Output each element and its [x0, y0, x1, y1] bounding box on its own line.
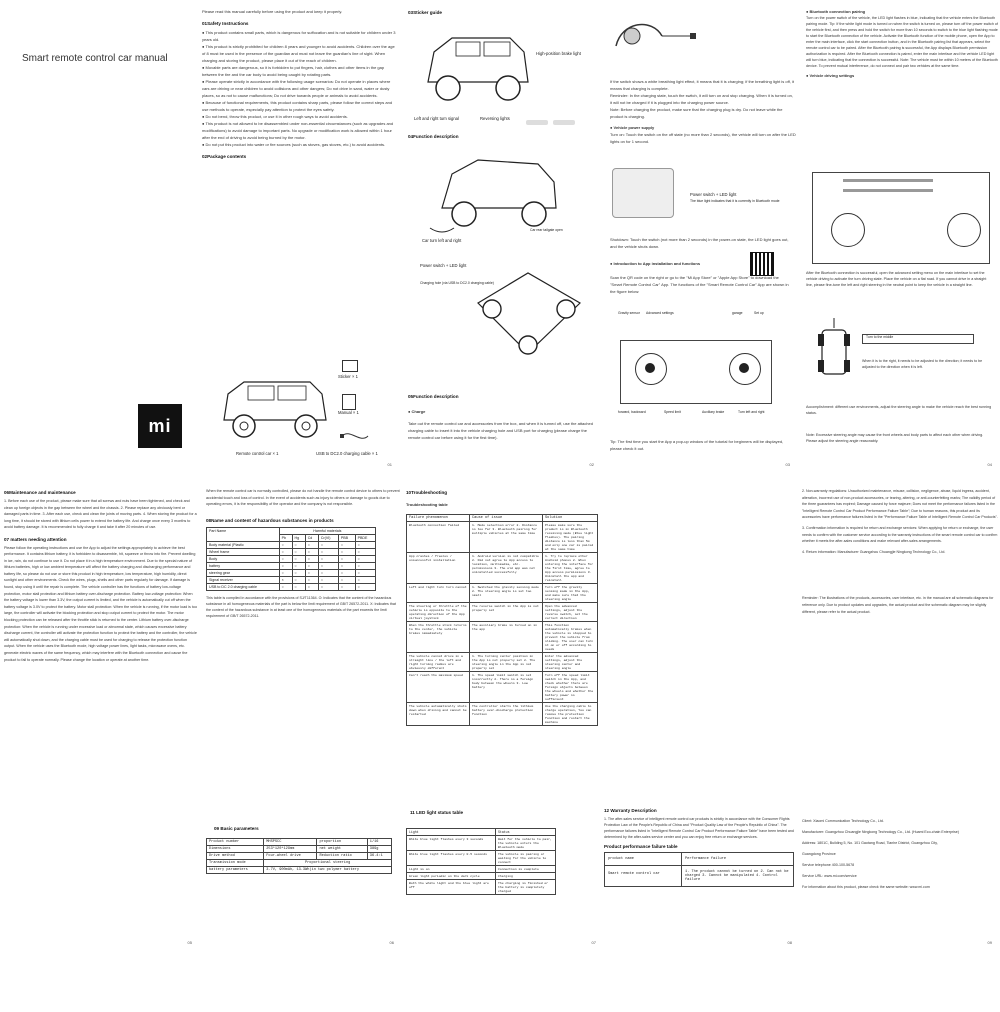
cell: Turn off the gravity sensing mode in the App, and make sure that the steering angle [543, 584, 598, 603]
table-header: Hg [292, 534, 305, 541]
reversing-light-label: Reversing lights [480, 116, 510, 121]
safety-item: ● This product is strictly prohibited for children 8 years and younger to avoid accidents. Children over the age of 8 must be used in the presence of the guardian and must not leave the guardian's line of sight. When charging and storing the product, please place it out of the reach of children. [202, 43, 398, 64]
table-row [207, 846, 392, 853]
table-row [207, 569, 376, 576]
table-row [207, 867, 392, 874]
cell: The vehicle automatically shuts down when driving and cannot be restarted [407, 703, 470, 726]
cell: ○ [305, 583, 318, 590]
safety-item: ● Movable parts are dangerous, so it is forbidden to put fingers, hair, clothes and other items in the gap between the tire and the car body to avoid being caught by rotating parts. [202, 64, 398, 78]
table-row [407, 866, 556, 873]
table-row [407, 653, 598, 672]
cell: ○ [355, 541, 375, 548]
cell: 389g [367, 846, 391, 853]
table-row [207, 860, 392, 867]
cell: 1. The product cannot be turned on 2. Can not be charged 3. Cannot be manipulated 4. Control failure [682, 866, 794, 887]
safety-item: ● Because of functional requirements, this product contains sharp parts, please follow the correct steps and use methods to operate, especially pay attention to protect the eyes safety. [202, 99, 398, 113]
table-row [407, 553, 598, 584]
cell: ○ [338, 548, 355, 555]
charge-heading: ● Charge [408, 409, 426, 414]
table-row [605, 866, 794, 887]
cell: ○ [318, 576, 338, 583]
cell: ○ [279, 569, 292, 576]
page-number: 06 [389, 940, 394, 945]
cell: This function automatically brakes when the vehicle is stopped to prevent the vehicle from sliding. The user can turn it on or off according to needs [543, 622, 598, 653]
right-joystick-icon [947, 213, 981, 247]
confirmation-text: 3. Confirmation information is required for return and exchange services: When applying for return or exchange, the user needs to confirm with the customer service according to the warranty instructions of the smart remote control car to confirm whether it meets the after-sales conditions and make relevant after-sales arrangements. [802, 525, 998, 544]
non-warranty-text: 2. Non-warranty regulations: Unauthorized maintenance, misuse, collision, negligence, abuse, liquid ingress, accident, alteration, incorrect use of non-product accessories, or tearing, altering, or anti-counterfeiting marks; The validity period of the three guarantees has expired; Damage caused by force majeure; Does not meet the performance failures listed in the "Intelligent Remote Control Car Product Performance Failure Table"; Due to human reasons, this product and its accessories have performance failures listed in the "Performance Failure Table of Intelligent Remote Control Car Products". [802, 489, 998, 520]
cell: ○ [355, 555, 375, 562]
cell: Signal receiver [207, 576, 280, 583]
table-row [407, 873, 556, 880]
table-header-row [605, 853, 794, 866]
cell: 36.4:1 [367, 853, 391, 860]
cell: Connection is complete [496, 866, 556, 873]
accomplish-text: Accomplishment: different use environments, adjust the steering angle to make the vehicle reach the best running status. [806, 405, 992, 415]
cell: ○ [305, 541, 318, 548]
table-row [407, 622, 598, 653]
pkg-car-label: Remote control car × 1 [236, 451, 279, 456]
power-switch-label: Power switch + LED light [420, 263, 467, 268]
charging-illustration [612, 16, 702, 56]
table-header: Light [407, 829, 496, 836]
table-row [407, 703, 598, 726]
speed-limit-label: Speed limit [664, 410, 681, 414]
return-info-text: 4. Return information: Manufacturer Guangzhou Chuangjie Ningkong Technology Co., Ltd. [802, 549, 946, 554]
cell: 1/16 [367, 839, 391, 846]
cell: ○ [355, 562, 375, 569]
cell: ○ [338, 555, 355, 562]
gravity-label: Gravity sensor [618, 311, 640, 315]
cell: When the throttle stick returns to the center, the vehicle brakes immediately [407, 622, 470, 653]
page-08 [604, 488, 798, 948]
cell: Transmission mode [207, 860, 264, 867]
table-row [407, 584, 598, 603]
page-06 [206, 488, 400, 948]
blue-light-label: The blue light indicates that it is currently in Bluetooth mode [690, 199, 780, 203]
cell: ○ [292, 548, 305, 555]
reminder-text: Reminder: The illustrations of the products, accessories, user interface, etc. in the manual are all schematic diagrams for reference only. Due to product updates and upgrades, the actual product and the schematic diagram may be slightly different, please refer to the actual product. [802, 596, 994, 614]
aux-brake-label: Auxiliary brake [702, 410, 725, 414]
cell: Wait for the vehicle to pair, the vehicle enters the Bluetooth mode [496, 836, 556, 851]
warranty-heading: 12 Warranty Description [604, 808, 657, 813]
cell: steering gear [207, 569, 280, 576]
cell: Reduction ratio [317, 853, 367, 860]
cell: Please make sure the product is in Bluetooth receiving mode (Blue light flashes). The pairing distance is less than 5m and only one car is paired at the same time [543, 522, 598, 553]
table-header: Solution [543, 515, 598, 522]
maintenance-heading: 06Maintenance and maintenance [4, 490, 76, 495]
table-row [407, 836, 556, 851]
province-text: Guangdong Province [802, 852, 836, 856]
charging-hole-label: Charging hole (via USB to DC2.0 charging cable) [420, 281, 494, 285]
page-number: 09 [987, 940, 992, 945]
app-heading: ● Introduction to App installation and functions [610, 261, 701, 266]
cell: The vehicle is pairing or waiting for the vehicle to connect [496, 851, 556, 866]
mi-logo [138, 404, 182, 448]
cell: ○ [318, 562, 338, 569]
cell: ○ [338, 569, 355, 576]
vehicle-power-heading: ● Vehicle power supply [610, 125, 655, 130]
door-label: Car rear tailgate open [530, 228, 563, 232]
package-heading: 02Package contents [202, 154, 247, 159]
cell: × [279, 576, 292, 583]
warranty-text: 1. The after-sales service of intelligent remote control car products is strictly in accordance with the Consumer Rights Protection Law of the People's Republic of China and "Product Quality Law of the People's Republic of China". The performance failures listed in "Intelligent Remote Control Car Product Performance Failure Table" have been tested and determined by the after-sales service center and you can enjoy free return or exchange services. [604, 817, 794, 839]
cell: MHSPSCC [264, 839, 317, 846]
table-header: Status [496, 829, 556, 836]
cell: ○ [305, 576, 318, 583]
table-row [207, 562, 376, 569]
page-number: 01 [387, 462, 392, 467]
app-heading-text: Introduction to App installation and functions [613, 261, 701, 266]
bluetooth-heading: ● Bluetooth connection pairing [806, 9, 866, 14]
cell: 1. Try to replace other Android phones 2. When entering the interface for the first time, agree to App access permissions 3. Uninstall the app and reinstall [543, 553, 598, 584]
page-05 [4, 488, 198, 948]
cell: ○ [292, 555, 305, 562]
trim-text: When it is to the right, it needs to be adjusted to the direction; it needs to be adjusted to the direction when it is left. [862, 359, 983, 369]
table-row [407, 672, 598, 703]
app-text: Scan the QR code on the right or go to the "Mi App Store" or "Apple App Store" to download the "Smart Remote Control Car" App. The functions of the "Smart Remote Control Car" App are shown in the figure below: [610, 275, 789, 294]
driving-heading: ● Vehicle driving settings [806, 73, 855, 78]
cell: ○ [292, 569, 305, 576]
cell: Drive method [207, 853, 264, 860]
cell: ○ [279, 555, 292, 562]
page-07 [406, 488, 602, 948]
cell: Product number [207, 839, 264, 846]
phone-text: Service telephone 400-100-5678 [802, 863, 855, 867]
table-row [207, 541, 376, 548]
basic-params-table [206, 838, 392, 874]
attention-heading: 07 matters needing attention [4, 536, 67, 542]
cell: Body [207, 555, 280, 562]
troubleshooting-table [406, 514, 598, 726]
left-joystick-icon [831, 213, 865, 247]
cell: Four-wheel drive [264, 853, 317, 860]
driving-settings-diagram [812, 172, 990, 264]
cell: 1. Switched the gravity sensing mode 2. The steering angle is set too small [470, 584, 543, 603]
operator-text: When the remote control car is normally controlled, please do not handle the remote control device to others to prevent accidental touch and loss of control. In the event of accidents such as injury to others or damage to goods due to operating errors, it is the responsibility of the operator and the company is not responsible. [206, 489, 400, 506]
page-number: 02 [589, 462, 594, 467]
cell: 253*120*129mm [264, 846, 317, 853]
cell: ○ [338, 541, 355, 548]
garage-label: garage [732, 311, 743, 315]
cell: battery [207, 562, 280, 569]
mi-logo-text: mi [148, 416, 172, 436]
service-url-text: Service URL: www.mi.com/service [802, 874, 857, 878]
cell: ○ [355, 569, 375, 576]
cell: Body material (Plastic [207, 541, 280, 548]
cell: ○ [318, 569, 338, 576]
safety-item: ● This product is not allowed to be disassembled under non-essential circumstances (such as upgrades and modifications) to avoid damage to important parts. No upgrade or modification work is allowed within 1 hour after the end of driving to avoid being burned by the motor. [202, 120, 398, 141]
cell: USB to DC 2.0 charging cable [207, 583, 280, 590]
cell: ○ [318, 583, 338, 590]
table-header: Harmful materials [279, 527, 375, 534]
settings-slider [843, 189, 933, 192]
cable-icon [340, 428, 370, 444]
tutorial-tip: Tip: The first time you start the App a pop-up window of the tutorial for beginners will be displayed, please check it out. [610, 439, 784, 451]
page-number: 05 [187, 940, 192, 945]
turn-signal-label: Left and right turn signal [414, 116, 459, 121]
cell: Smart remote control car [605, 866, 682, 887]
cell: ○ [338, 583, 355, 590]
cell: ○ [292, 541, 305, 548]
cell: Left and right turn turn cannot [407, 584, 470, 603]
charge-heading-text: Charge [411, 409, 426, 414]
page-number: 08 [787, 940, 792, 945]
table-header: Cr(VI) [318, 534, 338, 541]
table-header-row [407, 829, 556, 836]
cover-title: Smart remote control car manual [22, 53, 168, 64]
cell: The reverse switch in the App is not properly set [470, 603, 543, 622]
table-row [207, 853, 392, 860]
pkg-sticker-label: Sticker × 1 [338, 374, 358, 379]
table-row [207, 583, 376, 590]
cell: 1. Android version is not compatible 2. Did not agree to App access to location, multimedia, etc. permissions 3. The old app was not uninstalled successfully [470, 553, 543, 584]
page-09 [802, 488, 998, 948]
table-row [407, 880, 556, 895]
charging-note: Note: Before charging the product, make sure that the charging plug is dry. Do not leave while the product is charging. [610, 107, 783, 119]
manual-box [342, 394, 356, 410]
hazard-heading: 08Name and content of hazardous substances in products [206, 517, 334, 523]
cell: App crashes / freezes / unsuccessful installation [407, 553, 470, 584]
cell: The steering or throttle of the vehicle is opposite to the operating direction of the App virtual joystick [407, 603, 470, 622]
turn-lr-label: Turn left and right [738, 410, 765, 414]
cell: Light is on [407, 866, 496, 873]
cell: Turn off the speed limit switch in the App, and check whether there are foreign objects between the wheels and whether the battery power is sufficient [543, 672, 598, 703]
page-04 [806, 8, 998, 470]
reverse-light-sticker [553, 120, 575, 125]
cell: 1. The speed limit switch is set incorrectly 2. There is a foreign body between the wheels 3. Low battery [470, 672, 543, 703]
maintenance-text: 1. Before each use of the product, please make sure that all screws and nuts have been tightened, and check and clean up foreign objects in the gap between the wheel and the chassis. 2. Please replace any obviously bent or damaged parts in time. 3. After each use, check and clean the joints of moving parts. 4. When storing the product for a long time, it should be stored with lithium cells power to extend the battery life. And charge once every 3 months to avoid battery damage. It is recommended to fully charge it and take it after 20 minutes of use. [4, 499, 197, 529]
cell: ○ [355, 548, 375, 555]
cell: net weight [317, 846, 367, 853]
cell: Green light periodic on the dark cycle [407, 873, 496, 880]
cell: ○ [279, 541, 292, 548]
forward-label: forward, backward [618, 410, 646, 414]
contact-block [802, 818, 996, 891]
cell: Proportional steering [264, 860, 392, 867]
safety-item: ● This product contains small parts, which is dangerous for suffocation and is not suitable for children under 3 years old. [202, 29, 398, 43]
cell: White blue light flashes every 3 seconds [407, 836, 496, 851]
cell: ○ [292, 562, 305, 569]
car-bottom-illustration [468, 263, 588, 363]
table-header: Cause of issue [470, 515, 543, 522]
table-row [407, 603, 598, 622]
vehicle-power-text: Turn on: Touch the switch on the off state (no more than 2 seconds), the vehicle will turn on after the LED lights on for 1 second. [610, 132, 796, 144]
cell: The charging is finished or the battery is completely charged [496, 880, 556, 895]
table-header: Failure phenomenon [407, 515, 470, 522]
function-heading: 04Function description [408, 134, 459, 139]
intro-text: Please read this manual carefully before using the product and keep it properly. [202, 9, 343, 14]
vehicle-power-heading-text: Vehicle power supply [613, 125, 655, 130]
table-row [207, 576, 376, 583]
address-text: Address: 1801C, Building 5, No. 101 Gaotang Road, Tianhe District, Guangzhou City, [802, 841, 938, 845]
safety-heading: 01Safety Instructions [202, 21, 249, 26]
brake-light-label: High-position brake light [536, 51, 581, 56]
attention-text: Please follow the operating instructions and use the App to adjust the settings appropriately to achieve the best performance. It contains lithium battery, it is forbidden to disassemble, hit, squeeze or throw into fire. Prevent dwelling in ice, rain, do not continue to use it. Do not place it in a high temperature environment. Due to the special nature of lithium batteries, high or low ambient temperature will affect the battery charging and discharging performance and battery life, so please do not use or store this product in high temperature, low temperature, high humidity, direct sunlight and other environments. Check the wires, plugs, shells and other parts regularly for damage. If damage is found, stop using it until the repair is complete. The vehicle controller has the functions of battery low-voltage protection, motor stall protection and lithium battery over-discharge protection. Battery low-voltage protection: When the battery voltage is lower than 3.3V, the output current is limited, and the vehicle is automatically cut off when the battery voltage is 3.0V to protect the battery. Motor stall protection: When the vehicle is running, if the motor load is too large, the controller will activate the blocking protection and stop output current to protect the motor. The motor blocking protection can be released after the throttle stick is returned to the center. Lithium battery over-discharge protection: When the vehicle is running under excessive load or abnormal state, which causes excessive battery discharge current, the controller will activate the protection function to protect the battery and the controller, the vehicle will automatically shut down, and the charging cable must be used for charging to release the protection function output. When the vehicle uses the Bluetooth mode, high voltage power lines, light tasks, microwave ovens, etc. generate electric waves of the same frequency, which may interfere with the Bluetooth connection and cause the product to fail to operate normally. Please change the location or operate at another time. [4, 545, 198, 662]
charge-text: Take out the remote control car and accessories from the box, and when it is turned off, use the attached charging cable to insert it into the vehicle charging hole and USB port for charging (please charge the remote control car before using it for the first time). [408, 421, 593, 440]
led-table [406, 828, 556, 895]
cell: ○ [305, 555, 318, 562]
table-header: Pb [279, 534, 292, 541]
turn-label: Car turn left and right [422, 238, 462, 243]
cell: ○ [318, 548, 338, 555]
pkg-manual-label: Manual × 1 [338, 410, 359, 415]
cell: White blue light flashes every 0.5 seconds [407, 851, 496, 866]
cell: ○ [338, 562, 355, 569]
hazard-note: This table is compiled in accordance with the provisions of SJ/T11364. O: Indicates that the content of the hazardous substance in all homogeneous materials of the part is below the limit requirement of GB/T 26572-2011. X: Indicates that the content of the hazardous substance in at least one of the homogeneous materials of the part exceeds the limit requirement of GB/T 26572-2011. [206, 595, 396, 619]
bluetooth-heading-text: Bluetooth connection pairing [809, 9, 866, 14]
cell: battery parameters [207, 867, 264, 874]
cell: ○ [305, 548, 318, 555]
cell: Can't reach the maximum speed [407, 672, 470, 703]
table-header: Performance failure [682, 853, 794, 866]
table-header: PBDE [355, 534, 375, 541]
page-number: 04 [987, 462, 992, 467]
cell: Wheel frame [207, 548, 280, 555]
steering-note: Note: Excessive steering angle may cause the front wheels and body parts to affect each other when driving. Please adjust the steering angle reasonably. [806, 433, 984, 443]
table-row [407, 522, 598, 553]
shutdown-text: Shutdown: Touch the switch (not more than 2 seconds) in the power-on state, the LED light goes out, and the vehicle shuts down. [610, 237, 789, 249]
cell: Both the white light and the blue light are off [407, 880, 496, 895]
cell: The vehicle cannot drive in a straight line / the left and right turning radius are obviously different [407, 653, 470, 672]
cell: 1. Mode selection error 2. Distance is too far 3. Bluetooth pairing for multiple vehicles at the same time [470, 522, 543, 553]
cell: The controller starts the lithium battery over-discharge protection function [470, 703, 543, 726]
advanced-label: Advanced settings [646, 311, 674, 315]
charging-status-text: If the switch shows a white breathing light effect, it means that it is charging; if the breathing light is off, it means that charging is complete. [610, 79, 794, 91]
table-header-row [407, 515, 598, 522]
led-heading: 11 LED light status table [410, 810, 464, 815]
cell: Use the charging cable to charge operation, You can remove the protection function and restart the machine [543, 703, 598, 726]
table-header: Cd [305, 534, 318, 541]
cell: ○ [292, 576, 305, 583]
client-text: Client: Xiaomi Communication Technology Co., Ltd. [802, 819, 884, 823]
joystick-knob [645, 363, 655, 373]
reverse-light-sticker [526, 120, 548, 125]
page-number: 07 [591, 940, 596, 945]
qr-code-icon [750, 252, 774, 276]
cell: ○ [355, 576, 375, 583]
cell: ○ [355, 583, 375, 590]
cell: The auxiliary brake is turned on in the app [470, 622, 543, 653]
function-heading-2: 05Function description [408, 394, 459, 399]
pkg-cable-label: USB to DC2.0 charging cable × 1 [316, 451, 378, 456]
cell: Charging [496, 873, 556, 880]
table-row [207, 548, 376, 555]
driving-heading-text: Vehicle driving settings [809, 73, 855, 78]
cell: proportion [317, 839, 367, 846]
table-header: PBB [338, 534, 355, 541]
page-02 [408, 8, 600, 470]
car-function-illustration [428, 148, 568, 238]
sticker-box [342, 360, 358, 372]
bluetooth-text: Turn on the power switch of the vehicle, the LED light flashes in blue, indicating that the vehicle enters the Bluetooth pairing mode. Tip: If the white light mode is turned on when the switch is turned on, please turn off the power switch of the vehicle first, and then press and hold the switch for more than 10 seconds to switch to the blue light flashing mode to start the Bluetooth connection of the vehicle. Activate the Bluetooth function of the mobile phone, open the App to enter the main interface, click the start connection button, and in the Bluetooth pairing list that appears, select the remote control car to be paired. After the Bluetooth pairing is successful, the App displays Bluetooth permission authorization is required. After the Bluetooth connection is paired, enter the main interface and the vehicle LED light will turn blue, indicating that the connection is successful. Note: The vehicle must be within 10 meters of the Bluetooth device. To prevent mutual interference, do not connect and pair two vehicles at the same time. [806, 16, 998, 68]
cell: 1. The turning center position in the App is not properly set 2. The steering angle in the App is not properly set [470, 653, 543, 672]
table-row [407, 851, 556, 866]
settings-slider [843, 179, 933, 182]
website-text: For information about this product, please check the same website: www.mi.com [802, 885, 930, 889]
cell: ○ [279, 562, 292, 569]
cell: ○ [318, 541, 338, 548]
table-row [207, 839, 392, 846]
cell: 3.7V, 900mAh, 13.3Wh(in two polymer battery [264, 867, 392, 874]
cell: ○ [338, 576, 355, 583]
sticker-heading: 03Sticker guide [408, 10, 442, 15]
performance-heading: Product performance failure table [604, 844, 678, 849]
table-header: Part Name [207, 527, 280, 541]
cell: ○ [305, 569, 318, 576]
cell: Open the advanced settings, adjust the reverse switch, set the correct direction [543, 603, 598, 622]
performance-table [604, 852, 794, 887]
charging-reminder: Reminder: In the charging state, touch the switch, it will turn on and stop charging. When it is turned on, it will not be charged if it is plugged into the charging power source. [610, 93, 793, 105]
trim-car-illustration [816, 316, 852, 386]
switch-photo [612, 168, 674, 218]
cell: Bluetooth connection failed [407, 522, 470, 553]
troubleshooting-subheading: Troubleshooting table [406, 502, 448, 507]
trim-label: Turn to the middle [866, 335, 894, 339]
manufacturer-text: Manufacturer: Guangzhou Chuangjie Ningkong Technology Co., Ltd. (Huami Eco-chain Enterprise) [802, 830, 959, 834]
safety-item: ● Please operate strictly in accordance with the following usage scenarios: Do not operate in places where cars are driving or near children to avoid collisions and other dangers; Do not drive in sand, water or dusty places, so as not to cause malfunctions; Do not drive towards people or animals to avoid accidents. [202, 78, 398, 99]
joystick-knob [739, 363, 749, 373]
driving-text: After the Bluetooth connection is successful, open the advanced setting menu on the main interface to set the vehicle driving to activate the turn driving state. Place the vehicle on a flat road. If you cannot drive in a straight line, please fine-tune the left and right steering in the neutral point to keep the vehicle in a straight line. [806, 271, 987, 287]
cell: Dimensions [207, 846, 264, 853]
page-03 [610, 8, 796, 470]
cover-page [0, 0, 198, 470]
page-number: 03 [785, 462, 790, 467]
switch-label: Power switch + LED light [690, 192, 737, 197]
troubleshooting-heading: 10Troubleshooting [406, 490, 448, 495]
hazard-table [206, 527, 376, 591]
car-illustration [214, 368, 334, 448]
car-sticker-illustration [418, 22, 538, 112]
app-ui-diagram [620, 340, 772, 404]
table-header: product name [605, 853, 682, 866]
cell: ○ [279, 548, 292, 555]
setup-label: Set up [754, 311, 764, 315]
cell: ○ [305, 562, 318, 569]
page-01 [202, 8, 398, 470]
cell: ○ [292, 583, 305, 590]
safety-item: ● Do not put this product into water or fire sources (such as stoves, gas stoves, etc.) to avoid accidents. [202, 141, 398, 148]
cell: ○ [318, 555, 338, 562]
basic-params-heading: 09 Basic parameters [214, 826, 259, 831]
cell: Enter the advanced settings, adjust the steering center and steering angle [543, 653, 598, 672]
table-row [207, 555, 376, 562]
safety-item: ● Do not bend, throw this product, or use it in other rough ways to avoid accidents. [202, 113, 398, 120]
cell: ○ [279, 583, 292, 590]
